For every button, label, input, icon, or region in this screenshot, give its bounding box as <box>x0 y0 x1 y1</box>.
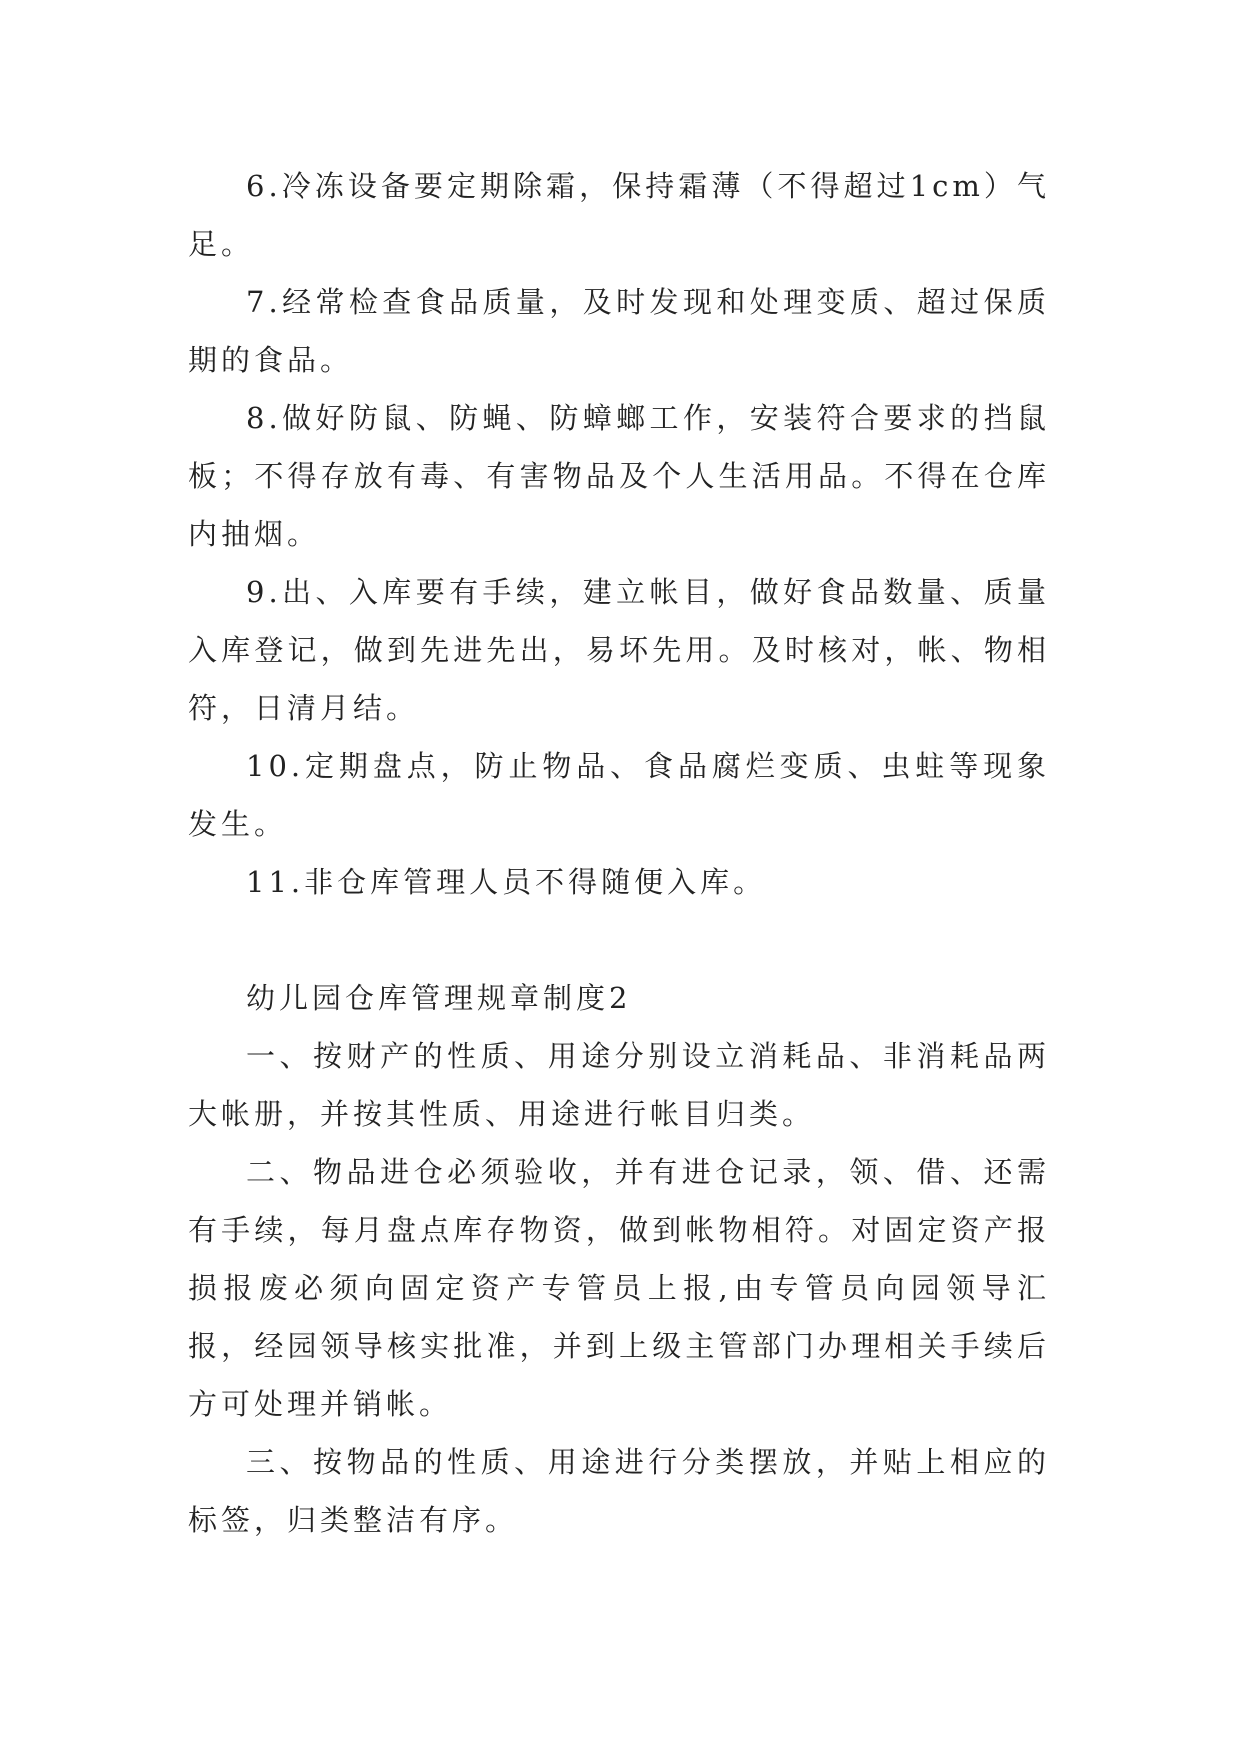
document-body <box>188 157 1050 1549</box>
paragraph-6: 6.冷冻设备要定期除霜，保持霜薄（不得超过1cm）气足。 <box>188 169 1050 261</box>
paragraph-7: 7.经常检查食品质量，及时发现和处理变质、超过保质期的食品。 <box>188 285 1050 377</box>
section-title: 幼儿园仓库管理规章制度2 <box>246 981 632 1015</box>
paragraph-two: 二、物品进仓必须验收，并有进仓记录，领、借、还需有手续，每月盘点库存物资，做到帐物相符。对固定资产报损报废必须向固定资产专管员上报,由专管员向园领导汇报，经园领导核实批准，并到上级主管部门办理相关手续后方可处理并销帐。 <box>188 1155 1050 1421</box>
paragraph-9: 9.出、入库要有手续，建立帐目，做好食品数量、质量入库登记，做到先进先出，易坏先用。及时核对，帐、物相符，日清月结。 <box>188 575 1050 725</box>
paragraph-one: 一、按财产的性质、用途分别设立消耗品、非消耗品两大帐册，并按其性质、用途进行帐目归类。 <box>188 1039 1050 1131</box>
paragraph-8: 8.做好防鼠、防蝇、防蟑螂工作，安装符合要求的挡鼠板；不得存放有毒、有害物品及个人生活用品。不得在仓库内抽烟。 <box>188 401 1050 551</box>
paragraph-three: 三、按物品的性质、用途进行分类摆放，并贴上相应的标签，归类整洁有序。 <box>188 1445 1050 1537</box>
paragraph-10: 10.定期盘点，防止物品、食品腐烂变质、虫蛀等现象发生。 <box>188 749 1050 841</box>
paragraph-11: 11.非仓库管理人员不得随便入库。 <box>246 865 767 899</box>
section-spacer <box>188 911 1050 969</box>
